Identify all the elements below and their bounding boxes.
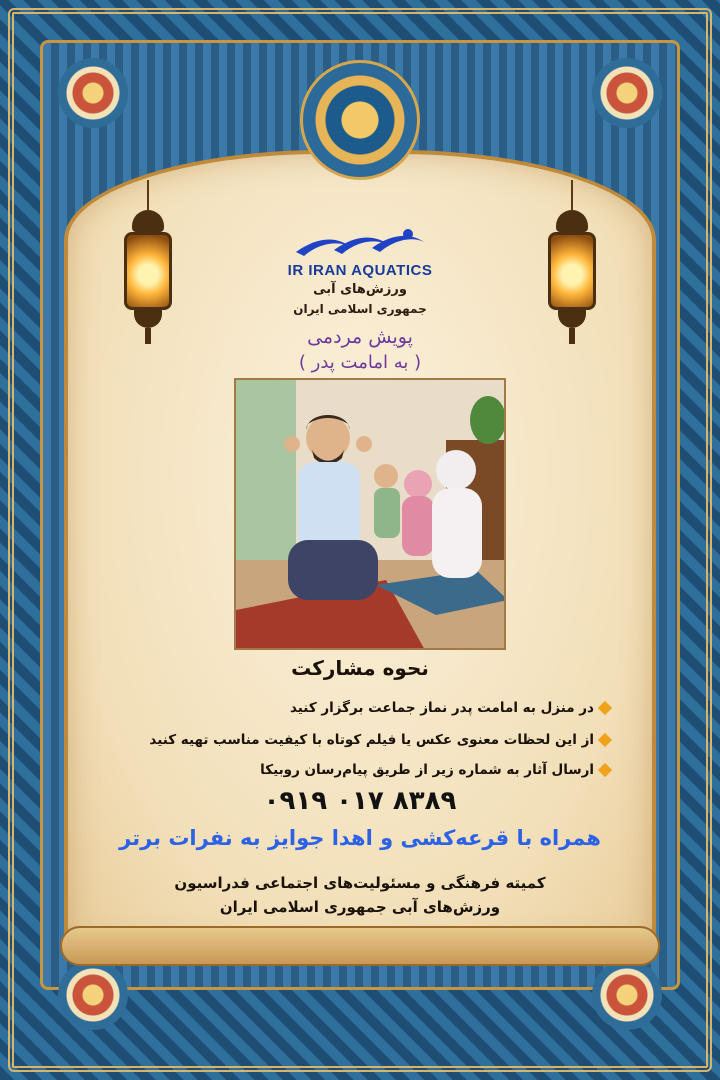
diamond-bullet-icon [598,763,612,777]
lantern-icon [118,180,178,350]
lantern-icon [542,180,602,350]
family-prayer-illustration [234,378,506,650]
corner-ornament-top-right [592,58,662,128]
organizer-line-2: ورزش‌های آبی جمهوری اسلامی ایران [219,898,501,916]
brand-name: IR IRAN AQUATICS [287,262,433,279]
corner-ornament-bottom-right [592,960,662,1030]
diamond-bullet-icon [598,733,612,747]
campaign-title: پویش مردمی [307,326,413,348]
diamond-bullet-icon [598,701,612,715]
brand-name-fa: ورزش‌های آبی [313,282,407,297]
prize-announcement: همراه با قرعه‌کشی و اهدا جوایز به نفرات برتر [119,826,601,850]
campaign-subtitle: ( به امامت پدر ) [298,352,422,373]
instruction-step [110,732,610,748]
instruction-step-text: در منزل به امامت پدر نماز جماعت برگزار کنید [290,700,594,716]
corner-ornament-top-left [58,58,128,128]
phone-number: ۰۹۱۹ ۰۱۷ ۸۳۸۹ [263,786,457,816]
instruction-step [110,700,610,716]
organizer-line-1: کمیته فرهنگی و مسئولیت‌های اجتماعی فدراسیون [174,874,546,892]
medallion-ornament [300,60,420,180]
instructions-heading: نحوه مشارکت [291,656,429,680]
scroll-ornament [60,926,660,966]
instruction-step-text: ارسال آثار به شماره زیر از طریق پیام‌رسان روبیکا [260,762,594,778]
instruction-step-text: از این لحظات معنوی عکس یا فیلم کوتاه با کیفیت مناسب تهیه کنید [149,732,594,748]
logo-waves-icon [290,226,430,260]
corner-ornament-bottom-left [58,960,128,1030]
instruction-step [110,762,610,778]
brand-country-fa: جمهوری اسلامی ایران [293,302,427,316]
